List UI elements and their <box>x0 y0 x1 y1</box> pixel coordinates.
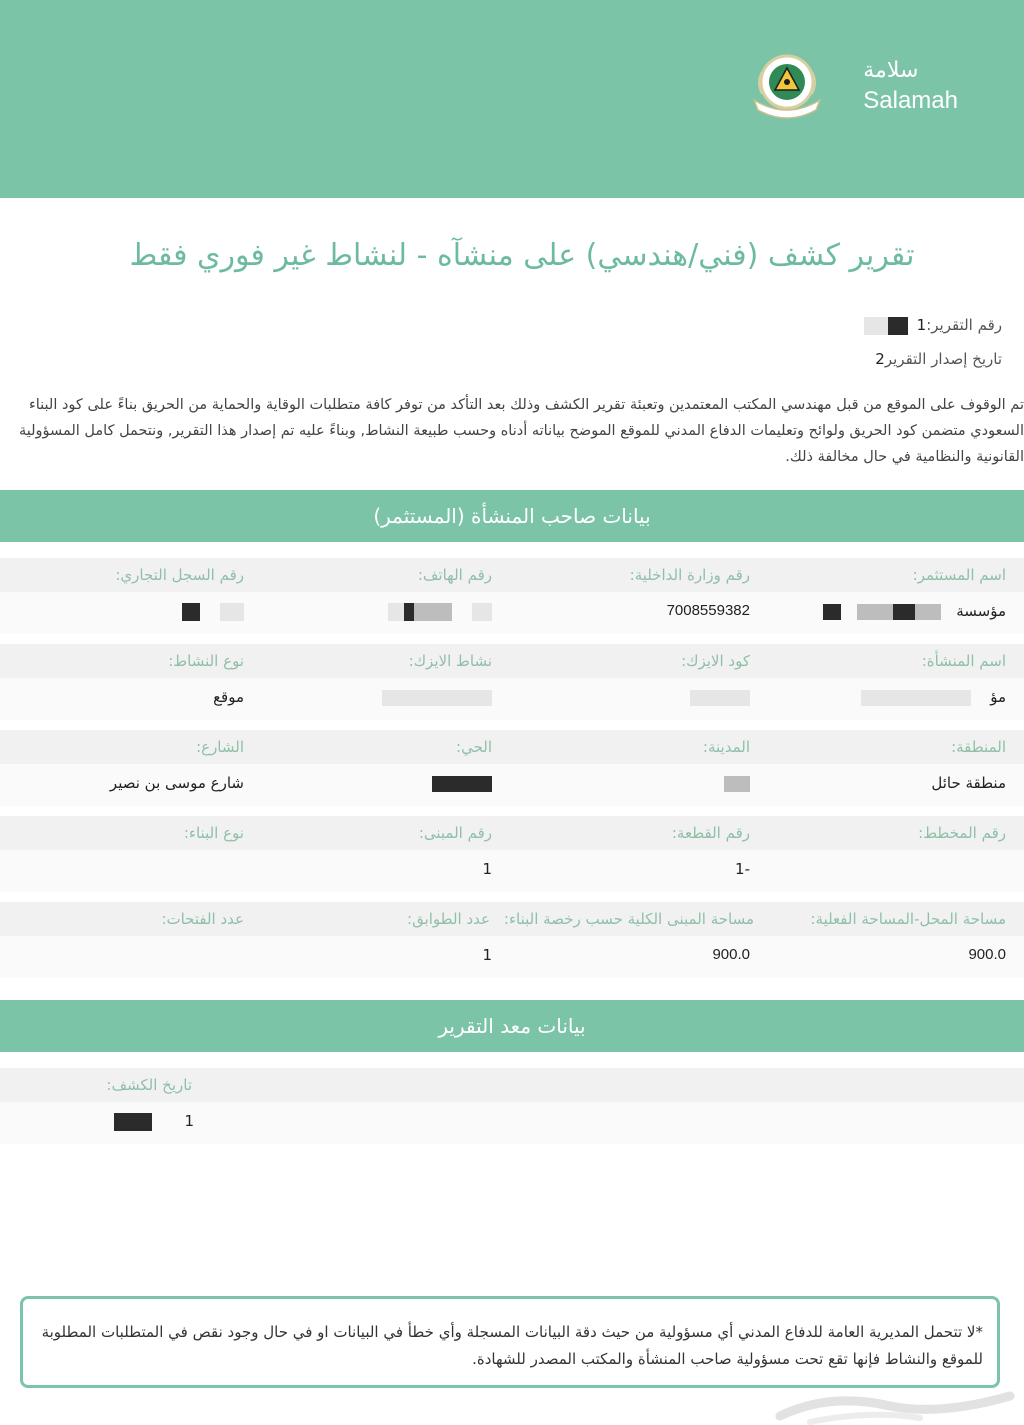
report-title: تقرير كشف (فني/هندسي) على منشآه - لنشاط غير فوري فقط <box>129 238 915 273</box>
city-label: المدينة: <box>702 738 750 756</box>
field-labels <box>0 902 1024 936</box>
owner-row-5 <box>0 902 1024 978</box>
district-value <box>412 774 492 792</box>
openings-count-label: عدد الفتحات: <box>161 910 244 928</box>
brand-name <box>863 58 958 115</box>
region-value: منطقة حائل <box>931 774 1006 792</box>
field-values <box>0 936 1024 978</box>
plot-number-label: رقم القطعة: <box>671 824 750 842</box>
report-number-value: 1 <box>916 316 927 334</box>
field-values <box>0 678 1024 720</box>
building-type-label: نوع البناء: <box>183 824 244 842</box>
building-number-value: 1 <box>482 860 492 878</box>
preparer-section-header: بيانات معد التقرير <box>0 1000 1024 1052</box>
field-values <box>0 764 1024 806</box>
phone-value <box>388 602 492 621</box>
plot-number-value: -1 <box>735 860 750 878</box>
report-number-label: رقم التقرير: <box>926 316 1002 334</box>
redaction-mark <box>864 316 908 335</box>
report-issue-date-label: تاريخ إصدار التقرير <box>884 350 1002 368</box>
commercial-register-value <box>182 602 244 621</box>
field-values <box>0 1102 1024 1144</box>
activity-type-label: نوع النشاط: <box>168 652 244 670</box>
total-building-area-value: 900.0 <box>712 946 750 963</box>
region-label: المنطقة: <box>951 738 1006 756</box>
street-value: شارع موسى بن نصير <box>109 774 244 792</box>
floors-count-value: 1 <box>482 946 492 964</box>
total-building-area-label: مساحة المبنى الكلية حسب رخصة البناء: <box>503 910 754 928</box>
actual-area-value: 900.0 <box>968 946 1006 963</box>
preparer-row <box>0 1068 1024 1144</box>
facility-name-label: اسم المنشأة: <box>921 652 1006 670</box>
brand-name-arabic: سلامة <box>863 58 919 83</box>
field-labels <box>0 1068 1024 1102</box>
disclaimer-box: *لا تتحمل المديرية العامة للدفاع المدني أي مسؤولية من حيث دقة البيانات المسجلة وأي خطأ في البيانات او في حال وجود نقص في المتطلبات المطلوبة للموقع والنشاط فإنها تقع تحت مسؤولية صاحب المنشأة والمكتب المصدر للشهادة. <box>20 1296 1000 1388</box>
moi-number-value: 7008559382 <box>666 602 750 619</box>
civil-defense-emblem-icon <box>744 48 830 124</box>
owner-row-1 <box>0 558 1024 634</box>
district-label: الحي: <box>456 738 492 756</box>
activity-type-value: موقع <box>213 688 244 706</box>
phone-label: رقم الهاتف: <box>417 566 492 584</box>
field-values <box>0 592 1024 634</box>
inspection-date-value: 1 <box>114 1112 194 1131</box>
intro-paragraph: تم الوقوف على الموقع من قبل مهندسي المكتب المعتمدين وتعبئة تقرير الكشف وذلك بعد التأكد من توفر كافة متطلبات الوقاية والحماية من الحريق بناءً على كود البناء السعودي متضمن كود الحريق ولوائح وتعليمات الدفاع المدني للموقع الموضح بياناته أدناه وحسب طبيعة النشاط, وبناءً عليه تم إصدار هذا التقرير, ونتحمل كامل المسؤولية القانونية والنظامية في حال مخالفة ذلك. <box>18 397 1024 465</box>
city-value <box>714 774 750 792</box>
field-labels <box>0 730 1024 764</box>
investor-name-label: اسم المستثمر: <box>912 566 1006 584</box>
header-banner <box>0 0 1024 198</box>
owner-row-3 <box>0 730 1024 806</box>
isic-code-value <box>690 688 750 706</box>
field-labels <box>0 644 1024 678</box>
actual-area-label: مساحة المحل-المساحة الفعلية: <box>810 910 1006 928</box>
inspection-date-label: تاريخ الكشف: <box>106 1076 192 1094</box>
moi-number-label: رقم وزارة الداخلية: <box>629 566 750 584</box>
owner-section-header: بيانات صاحب المنشأة (المستثمر) <box>0 490 1024 542</box>
street-label: الشارع: <box>196 738 244 756</box>
floors-count-label: عدد الطوابق: <box>407 910 490 928</box>
isic-activity-value <box>382 688 492 706</box>
commercial-register-label: رقم السجل التجاري: <box>115 566 244 584</box>
field-labels <box>0 816 1024 850</box>
building-number-label: رقم المبنى: <box>418 824 492 842</box>
facility-name-value: مؤ <box>861 688 1006 706</box>
report-issue-date-value: 2 <box>875 350 885 368</box>
haraj-watermark-icon <box>770 1386 1020 1425</box>
brand-name-english: Salamah <box>863 87 958 114</box>
field-values <box>0 850 1024 892</box>
investor-name-value: مؤسسة <box>823 602 1006 620</box>
owner-row-2 <box>0 644 1024 720</box>
isic-code-label: كود الايزك: <box>681 652 750 670</box>
field-labels <box>0 558 1024 592</box>
isic-activity-label: نشاط الايزك: <box>408 652 492 670</box>
owner-row-4 <box>0 816 1024 892</box>
plan-number-label: رقم المخطط: <box>918 824 1006 842</box>
report-issue-date <box>875 350 1002 368</box>
report-number <box>864 316 1002 335</box>
